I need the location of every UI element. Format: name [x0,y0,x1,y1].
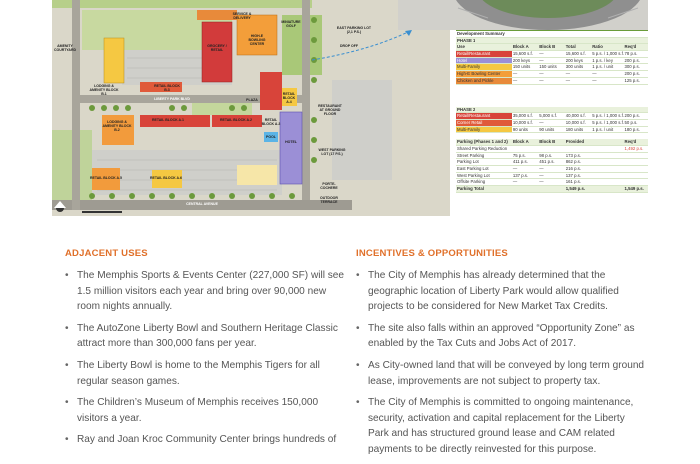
porte-cochere-label: PORTE-COCHERE [320,182,338,190]
retail-a3-label: RETAIL BLOCK A.3 [261,118,281,126]
pool-label: POOL [266,135,276,139]
table-row: Street Parking 75 p.s. 98 p.s. 173 p.s. [456,153,648,160]
table-row: Multi-Family 150 units 150 units 300 units 1 p.s. / unit 300 p.s. [456,64,648,71]
table-row: Offsite Parking — — 161 p.s. [456,179,648,186]
table-row: Retail/Restaurant 15,600 s.f. — 15,600 s.f. 5 p.s. / 1,000 s.f. 78 p.s. [456,51,648,58]
list-item: • Ray and Joan Kroc Community Center brings hundreds of [65,432,350,448]
lodging-block-2-label: LODGING & AMENITY BLOCK B.2 [102,120,132,132]
plaza-label: PLAZA [246,98,258,102]
list-item: • The Memphis Sports & Events Center (227,000 SF) will see 1.5 million visitors each year and bring over 90,000 new room nights annually. [65,268,350,315]
table-row: Retail/Restaurant 35,000 s.f. 5,000 s.f. 40,000 s.f. 5 p.s. / 1,000 s.f. 200 p.s. [456,113,648,120]
parking-total-row: Parking Total 1,549 p.s. 1,549 p.s. [456,186,648,193]
site-plan-drawing [52,0,450,216]
incentives-heading: INCENTIVES & OPPORTUNITIES [356,248,508,259]
miniature-golf-label: MINIATURE GOLF [281,20,301,28]
table-row: Shared Parking Reduction 1,492 p.s. [456,146,648,153]
phase1-row: PHASE 1 [456,38,648,45]
west-parking-label: WEST PARKING LOT (17 P.S.) [318,148,346,156]
table-row: East Parking Lot — — 216 p.s. [456,166,648,173]
list-item: • The site also falls within an approved “Opportunity Zone” as enabled by the Tax Cuts and Jobs Act of 2017. [356,321,646,352]
table-header-row: Use Block A Block B Total Ratio Req'd [456,44,648,51]
amenity-courtyard-label: AMENITY COURTYARD [53,44,77,52]
lodging-block-1-label: LODGING & AMENITY BLOCK B.1 [89,84,119,96]
list-item: • As City-owned land that will be conveyed by long term ground lease, improvements are not subject to property tax. [356,358,646,389]
list-item: • The Children’s Museum of Memphis receives 150,000 visitors a year. [65,395,350,426]
retail-a1-label: RETAIL BLOCK A.1 [151,118,185,122]
bowling-center-label: HIGH-E BOWLING CENTER [248,34,266,46]
service-delivery-label: SERVICE & DELIVERY [232,12,252,20]
table-row: Hotel 200 keys — 200 keys 1 p.s. / key 200 p.s. [456,58,648,65]
table-row: West Parking Lot 137 p.s. — 137 p.s. [456,173,648,180]
incentives-list [356,268,646,458]
list-item: • The City of Memphis has already determined that the geographic location of Liberty Park would allow qualified projects to be considered for New Market Tax Credits. [356,268,646,315]
restaurant-label: RESTAURANT AT GROUND FLOOR [318,104,342,116]
table-row: Chicken and Pickle — — — — 125 p.s. [456,78,648,85]
grocery-retail-label: GROCERY / RETAIL [207,44,227,52]
adjacent-uses-list [65,268,350,448]
site-plan-map [52,0,450,216]
adjacent-uses-heading: ADJACENT USES [65,248,148,259]
list-item: • The City of Memphis is committed to ongoing maintenance, security, activation and capital replacement for the Liberty Park and has structured ground lease and CAM related payments to be directly reinvested for this purpose. [356,395,646,457]
retail-a5-label: RETAIL BLOCK A.5 [89,176,123,180]
list-item: • The Liberty Bowl is home to the Memphis Tigers for all regular season games. [65,358,350,389]
stadium-photo [398,0,648,30]
retail-a2-label: RETAIL BLOCK A.2 [219,118,253,122]
table-row: Multi-Family 90 units 90 units 180 units 1 p.s. / unit 180 p.s. [456,127,648,134]
outdoor-terrace-label: OUTDOOR TERRACE [320,196,338,204]
retail-a6-label: RETAIL BLOCK A.6 [149,176,183,180]
phase2-row: PHASE 2 [456,107,648,114]
list-item: • The AutoZone Liberty Bowl and Southern Heritage Classic attract more than 300,000 fans per year. [65,321,350,352]
adjacent-uses-section [65,248,350,454]
south-street-label: CENTRAL AVENUE [186,202,218,206]
table-row: Corner Retail 10,000 s.f. — 10,000 s.f. 5 p.s. / 1,000 s.f. 50 p.s. [456,120,648,127]
table-title-row: Development Summary [456,31,648,38]
mid-street-label: LIBERTY PARK BLVD [154,97,190,101]
hotel-label: HOTEL [285,140,297,144]
development-summary-table [456,30,648,217]
drop-off-label: DROP OFF [339,44,359,48]
table-row: High-E Bowling Center — — — — 200 p.s. [456,71,648,78]
parking-header-row: Parking (Phases 1 and 2) Block A Block B Provided Req'd [456,139,648,146]
retail-a-label: RETAIL BLOCK A.4 [282,92,296,104]
table-row: Parking Lot 411 p.s. 451 p.s. 862 p.s. [456,159,648,166]
incentives-section [356,248,646,464]
east-parking-label: EAST PARKING LOT (2,1 P.S.) [336,26,372,34]
retail-b3-label: RETAIL BLOCK B.3 [154,84,180,92]
